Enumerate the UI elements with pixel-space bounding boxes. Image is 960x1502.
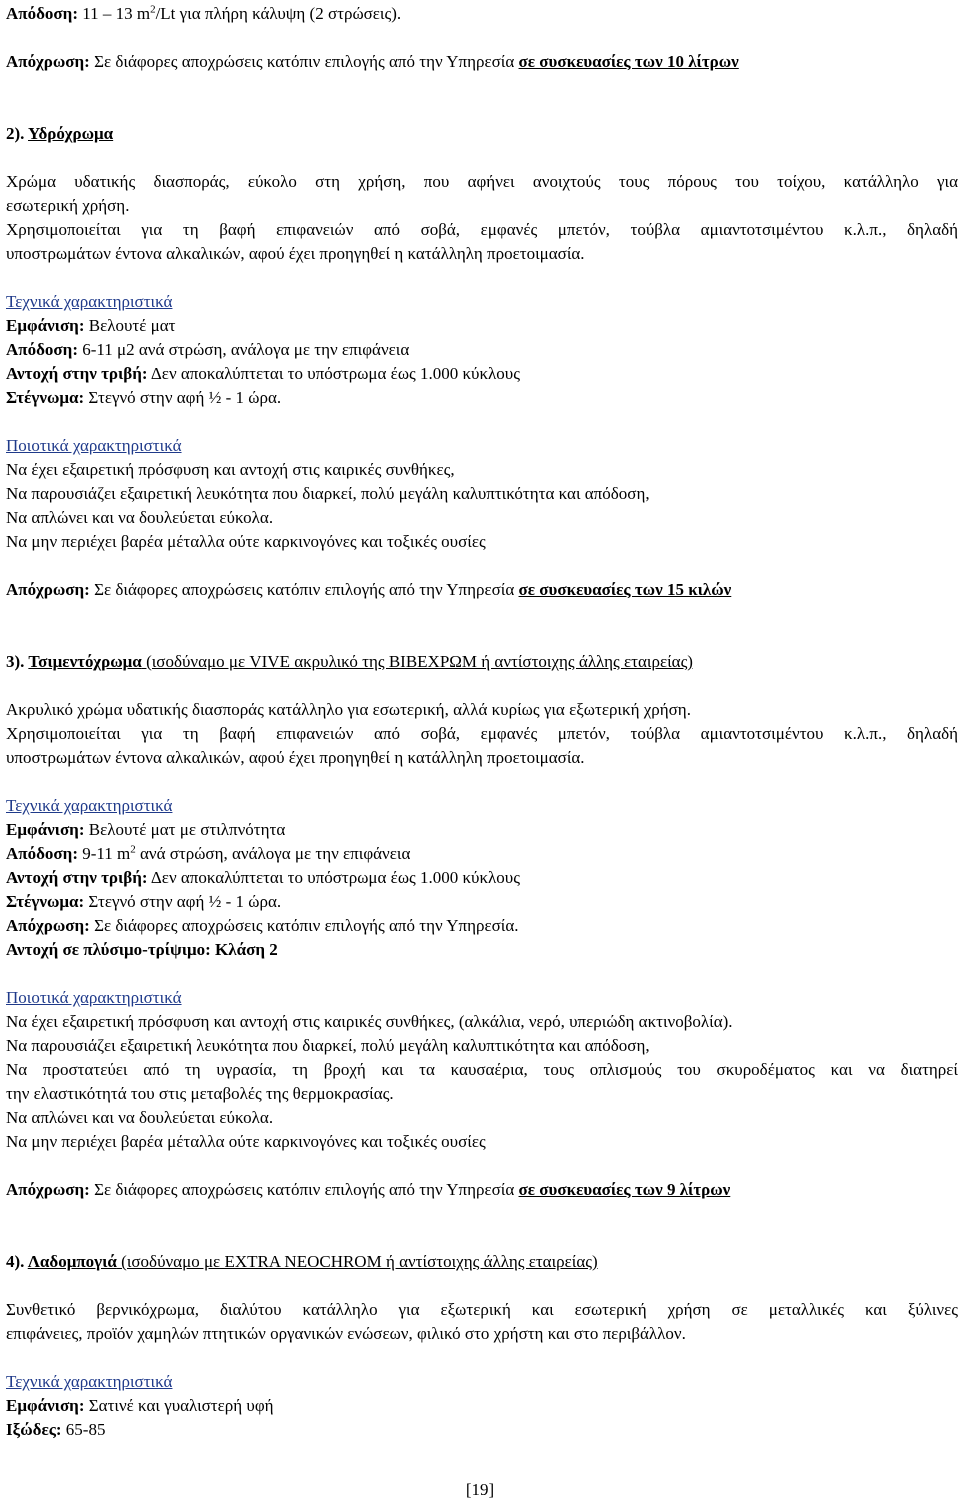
- quality-line: την ελαστικότητά του στις μεταβολές της θερμοκρασίας.: [6, 1084, 394, 1103]
- spec-line: Απόδοση: 6-11 μ2 ανά στρώση, ανάλογα με την επιφάνεια: [6, 340, 410, 359]
- paragraph-line: Συνθετικό βερνικόχρωμα, διαλύτου κατάλληλο για εξωτερική και εσωτερική χρήση σε μεταλλικές και ξύλινες: [6, 1300, 958, 1319]
- quality-line: Να παρουσιάζει εξαιρετική λευκότητα που διαρκεί, πολύ μεγάλη καλυπτικότητα και απόδοση,: [6, 484, 650, 503]
- section-2-heading: 2). Υδρόχρωμα: [6, 124, 114, 143]
- spec-line: Αντοχή στην τριβή: Δεν αποκαλύπτεται το υπόστρωμα έως 1.000 κύκλους: [6, 868, 520, 887]
- paragraph-line: Χρησιμοποιείται για τη βαφή επιφανειών από σοβά, εμφανές μπετόν, τούβλα αμιαντοτσιμέντου κ.λ.π., δηλαδή: [6, 220, 958, 239]
- spec-line: Απόδοση: 9-11 $m^2$ ανά στρώση, ανάλογα με την επιφάνεια: [6, 843, 411, 863]
- quality-line: Να έχει εξαιρετική πρόσφυση και αντοχή στις καιρικές συνθήκες,: [6, 460, 455, 479]
- quality-line: Να παρουσιάζει εξαιρετική λευκότητα που διαρκεί, πολύ μεγάλη καλυπτικότητα και απόδοση,: [6, 1036, 650, 1055]
- paragraph-line: Χρησιμοποιείται για τη βαφή επιφανειών από σοβά, εμφανές μπετόν, τούβλα αμιαντοτσιμέντου κ.λ.π., δηλαδή: [6, 724, 958, 743]
- technical-heading: Τεχνικά χαρακτηριστικά: [6, 1372, 173, 1391]
- quality-heading: Ποιοτικά χαρακτηριστικά: [6, 436, 182, 455]
- paragraph-line: υποστρωμάτων έντονα αλκαλικών, αφού έχει προηγηθεί η κατάλληλη προετοιμασία.: [6, 244, 585, 263]
- paragraph-line: εσωτερική χρήση.: [6, 196, 130, 215]
- spec-line: Εμφάνιση: Βελουτέ ματ: [6, 316, 176, 335]
- quality-line: Να προστατεύει από τη υγρασία, τη βροχή και τα καυσαέρια, τους οπλισμούς του σκυροδέματος και να διατηρεί: [6, 1060, 958, 1079]
- quality-line: Να απλώνει και να δουλεύεται εύκολα.: [6, 508, 274, 527]
- spec-line: Ιξώδες: 65-85: [6, 1420, 106, 1439]
- technical-heading: Τεχνικά χαρακτηριστικά: [6, 796, 173, 815]
- spec-line: Εμφάνιση: Σατινέ και γυαλιστερή υφή: [6, 1396, 274, 1415]
- spec-line: Εμφάνιση: Βελουτέ ματ με στιλπνότητα: [6, 820, 286, 839]
- paragraph-line: Ακρυλικό χρώμα υδατικής διασποράς κατάλληλο για εσωτερική, αλλά κυρίως για εξωτερική χρήση.: [6, 700, 691, 719]
- page-number: [19]: [465, 1480, 495, 1499]
- quality-line: Να απλώνει και να δουλεύεται εύκολα.: [6, 1108, 274, 1127]
- section-4-heading: 4). Λαδομπογιά (ισοδύναμο με EXTRA NEOCHROM ή αντίστοιχης άλλης εταιρείας): [6, 1252, 598, 1271]
- paragraph-line: Χρώμα υδατικής διασποράς, εύκολο στη χρήση, που αφήνει ανοιχτούς τους πόρους του τοίχου, κατάλληλο για: [6, 172, 958, 191]
- spec-line: Στέγνωμα: Στεγνό στην αφή ½ - 1 ώρα.: [6, 892, 282, 911]
- shade-line-2: Απόχρωση: Σε διάφορες αποχρώσεις κατόπιν επιλογής από την Υπηρεσία σε συσκευασίες των 15 κιλών: [6, 580, 732, 599]
- paragraph-line: υποστρωμάτων έντονα αλκαλικών, αφού έχει προηγηθεί η κατάλληλη προετοιμασία.: [6, 748, 585, 767]
- shade-line-3: Απόχρωση: Σε διάφορες αποχρώσεις κατόπιν επιλογής από την Υπηρεσία σε συσκευασίες των 9 λίτρων: [6, 1180, 731, 1199]
- quality-line: Να μην περιέχει βαρέα μέταλλα ούτε καρκινογόνες και τοξικές ουσίες: [6, 532, 486, 551]
- quality-line: Να μην περιέχει βαρέα μέταλλα ούτε καρκινογόνες και τοξικές ουσίες: [6, 1132, 486, 1151]
- technical-heading: Τεχνικά χαρακτηριστικά: [6, 292, 173, 311]
- spec-line: Απόχρωση: Σε διάφορες αποχρώσεις κατόπιν επιλογής από την Υπηρεσία.: [6, 916, 519, 935]
- quality-line: Να έχει εξαιρετική πρόσφυση και αντοχή στις καιρικές συνθήκες, (αλκάλια, νερό, υπεριώδη ακτινοβολία).: [6, 1012, 733, 1031]
- spec-line: Αντοχή στην τριβή: Δεν αποκαλύπτεται το υπόστρωμα έως 1.000 κύκλους: [6, 364, 520, 383]
- section-3-heading: 3). Τσιμεντόχρωμα (ισοδύναμο με VIVE ακρυλικό της ΒΙΒΕΧΡΩΜ ή αντίστοιχης άλλης εταιρείας): [6, 652, 693, 671]
- spec-line: Αντοχή σε πλύσιμο-τρίψιμο: Κλάση 2: [6, 940, 278, 959]
- shade-line-1: Απόχρωση: Σε διάφορες αποχρώσεις κατόπιν επιλογής από την Υπηρεσία σε συσκευασίες των 10 λίτρων: [6, 52, 739, 71]
- quality-heading: Ποιοτικά χαρακτηριστικά: [6, 988, 182, 1007]
- paragraph-line: επιφάνειες, προϊόν χαμηλών πτητικών οργανικών ενώσεων, φιλικό στο χρήστη και στο περιβάλλον.: [6, 1324, 686, 1343]
- spec-line: Στέγνωμα: Στεγνό στην αφή ½ - 1 ώρα.: [6, 388, 282, 407]
- yield-line: Απόδοση: 11 – 13 $m^2/Lt$ για πλήρη κάλυψη (2 στρώσεις).: [6, 3, 402, 23]
